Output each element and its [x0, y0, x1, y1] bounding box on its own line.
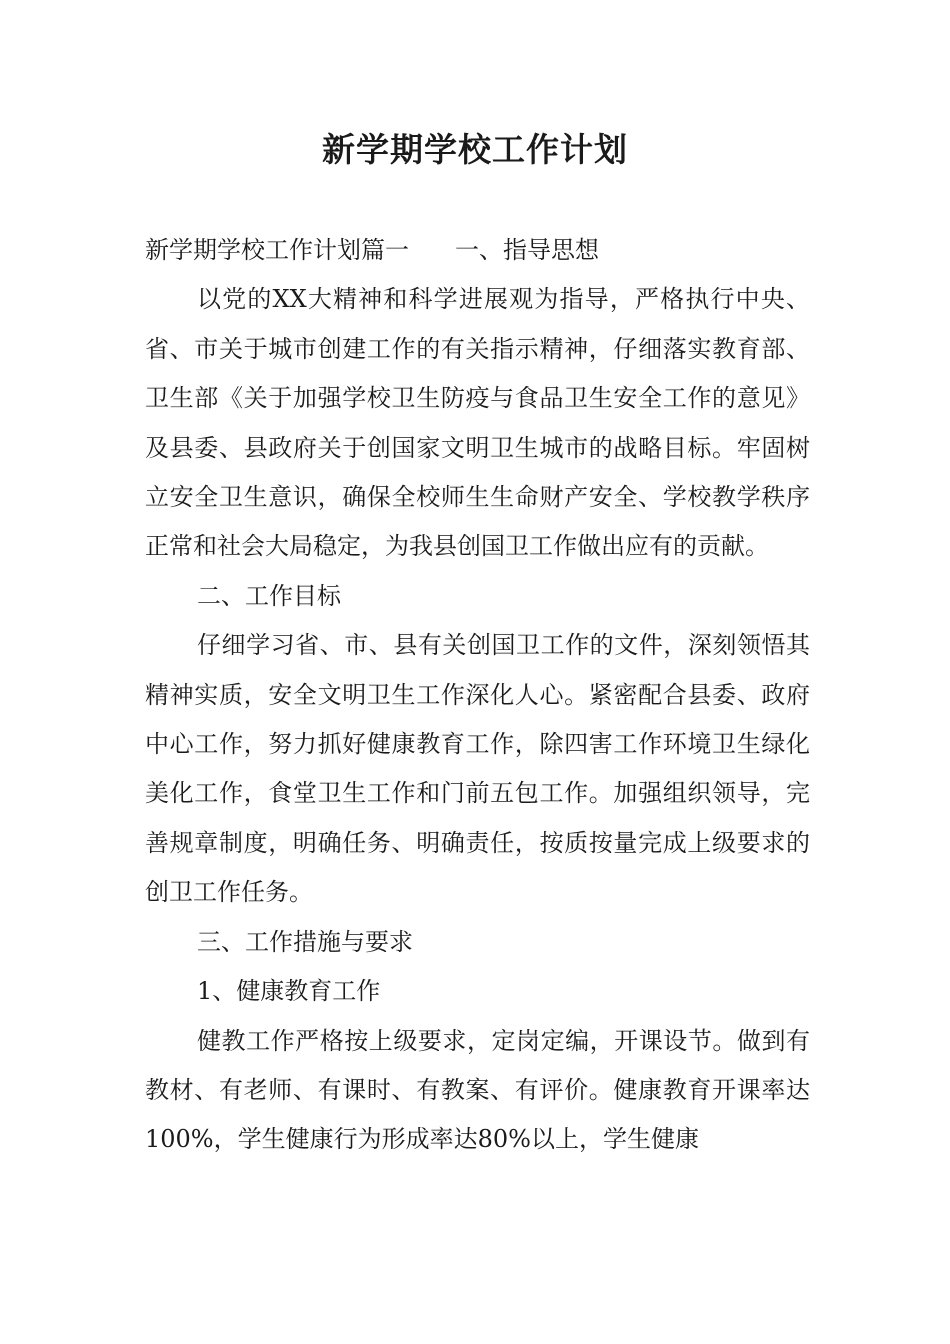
first-line	[145, 226, 810, 275]
section-heading-measures: 三、工作措施与要求	[197, 927, 413, 956]
section-heading-guiding-thought: 一、指导思想	[455, 236, 599, 264]
paragraph-health-education: 健教工作严格按上级要求，定岗定编，开课设节。做到有教材、有老师、有课时、有教案、有评价。健康教育开课率达100%，学生健康行为形成率达80%以上，学生健康	[145, 1026, 810, 1154]
document-title: 新学期学校工作计划	[322, 130, 628, 169]
document-body	[145, 226, 810, 1165]
part-label: 新学期学校工作计划篇一	[145, 236, 409, 264]
section-heading-work-goals: 二、工作目标	[197, 581, 341, 610]
paragraph-work-goals: 仔细学习省、市、县有关创国卫工作的文件，深刻领悟其精神实质，安全文明卫生工作深化人心。紧密配合县委、政府中心工作，努力抓好健康教育工作，除四害工作环境卫生绿化美化工作，食堂卫生工作和门前五包工作。加强组织领导，完善规章制度，明确任务、明确责任，按质按量完成上级要求的创卫工作任务。	[145, 631, 810, 907]
subheading-health-education: 1、健康教育工作	[197, 977, 381, 1006]
paragraph-guiding-thought: 以党的XX大精神和科学进展观为指导，严格执行中央、省、市关于城市创建工作的有关指示精神，仔细落实教育部、卫生部《关于加强学校卫生防疫与食品卫生安全工作的意见》及县委、县政府关于创国家文明卫生城市的战略目标。牢固树立安全卫生意识，确保全校师生生命财产安全、学校教学秩序正常和社会大局稳定，为我县创国卫工作做出应有的贡献。	[145, 285, 810, 561]
